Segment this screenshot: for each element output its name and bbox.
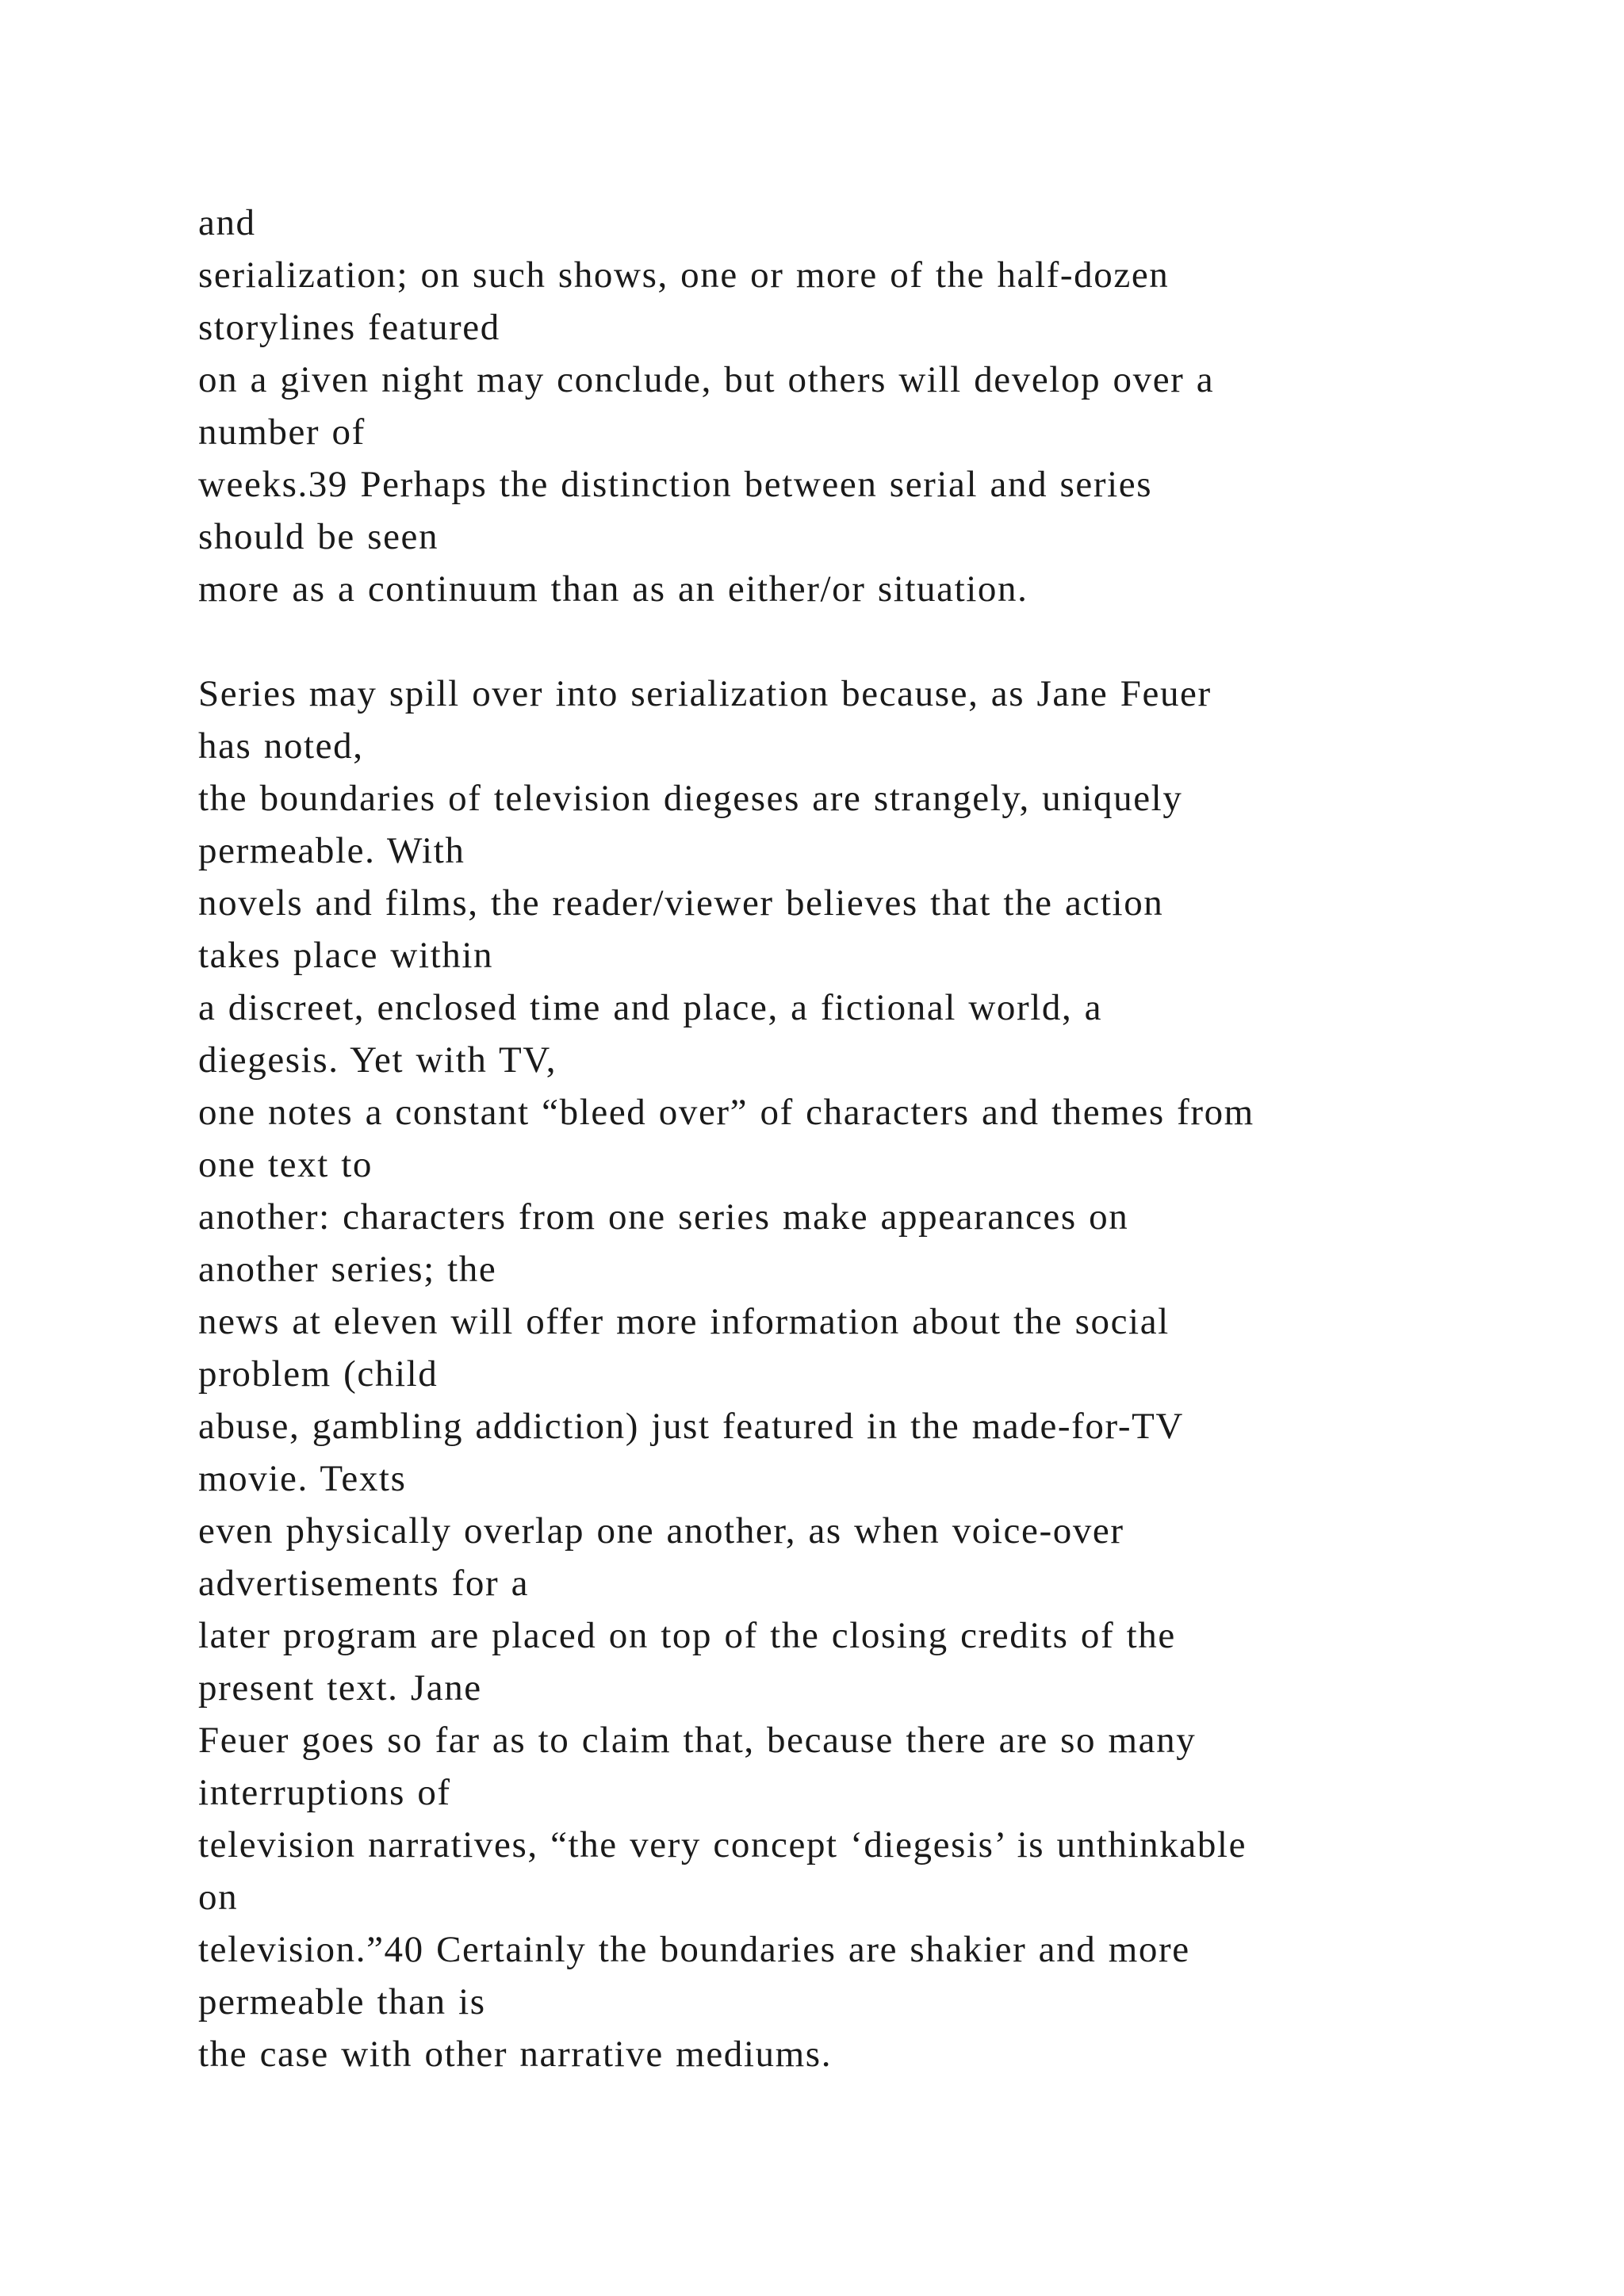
text-line: permeable than is	[198, 1981, 486, 2022]
text-line: more as a continuum than as an either/or situation.	[198, 568, 1028, 610]
text-line: on	[198, 1877, 239, 1918]
text-line: later program are placed on top of the closing credits of the	[198, 1615, 1176, 1656]
text-line: even physically overlap one another, as when voice-over	[198, 1510, 1124, 1552]
text-line: another: characters from one series make appearances on	[198, 1196, 1129, 1238]
text-line: weeks.39 Perhaps the distinction between serial and series	[198, 464, 1153, 505]
text-line: advertisements for a	[198, 1563, 530, 1604]
text-line: problem (child	[198, 1353, 439, 1395]
paragraph-2	[198, 668, 1499, 2080]
text-line: has noted,	[198, 725, 364, 767]
text-line: on a given night may conclude, but others will develop over a	[198, 359, 1215, 400]
text-line: serialization; on such shows, one or more of the half-dozen	[198, 254, 1170, 296]
text-line: a discreet, enclosed time and place, a fictional world, a	[198, 987, 1103, 1028]
text-line: number of	[198, 411, 366, 453]
paragraph-gap	[198, 615, 1499, 668]
text-line: Series may spill over into serialization because, as Jane Feuer	[198, 673, 1212, 714]
paragraph-1	[198, 197, 1499, 615]
text-line: present text. Jane	[198, 1667, 482, 1709]
text-line: movie. Texts	[198, 1458, 407, 1499]
text-line: interruptions of	[198, 1772, 451, 1813]
body-text	[198, 197, 1499, 2080]
text-line: should be seen	[198, 516, 439, 557]
text-line: the case with other narrative mediums.	[198, 2034, 833, 2075]
text-line: television.”40 Certainly the boundaries are shakier and more	[198, 1929, 1190, 1970]
text-line: permeable. With	[198, 830, 465, 871]
text-line: takes place within	[198, 935, 494, 976]
text-line: abuse, gambling addiction) just featured in the made-for-TV	[198, 1406, 1184, 1447]
text-line: storylines featured	[198, 307, 500, 348]
text-line: the boundaries of television diegeses are strangely, uniquely	[198, 778, 1183, 819]
text-line: television narratives, “the very concept ‘diegesis’ is unthinkable	[198, 1824, 1247, 1866]
text-line: one text to	[198, 1144, 373, 1185]
text-line: Feuer goes so far as to claim that, because there are so many	[198, 1720, 1197, 1761]
text-line: another series; the	[198, 1249, 497, 1290]
text-line: one notes a constant “bleed over” of characters and themes from	[198, 1092, 1254, 1133]
text-line: news at eleven will offer more information about the social	[198, 1301, 1170, 1342]
text-line: novels and films, the reader/viewer believes that the action	[198, 882, 1164, 924]
text-line: and	[198, 202, 256, 243]
text-line: diegesis. Yet with TV,	[198, 1039, 557, 1081]
